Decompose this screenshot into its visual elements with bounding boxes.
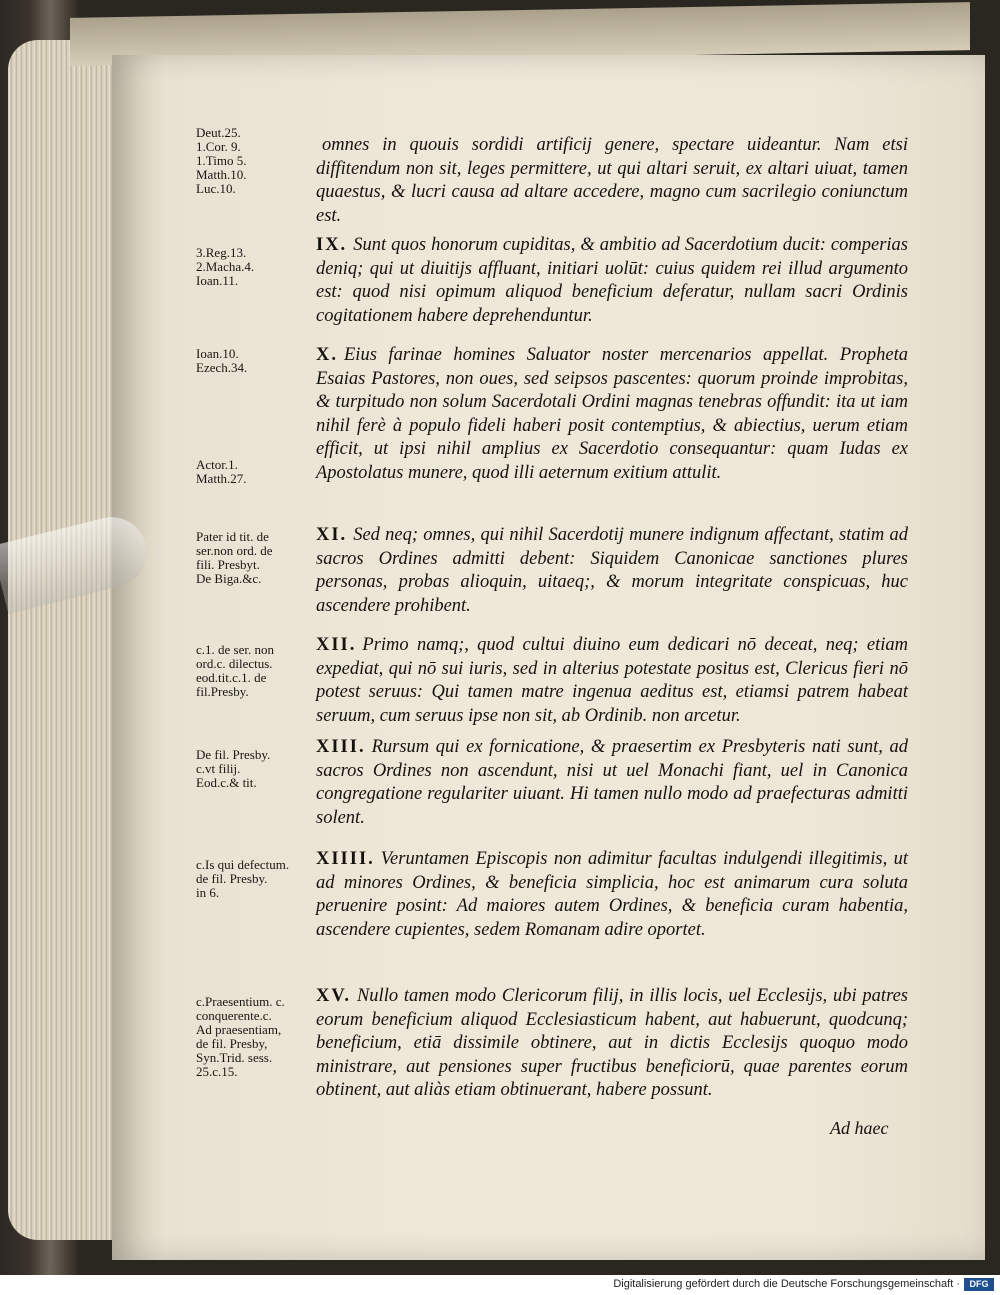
paragraph-text: Eius farinae homines Saluator noster mercenarios appellat. Propheta Esaias Pastores, non oues, sed seipsos pascentes: quorum proinde improbitas, & turpitudo non solum Sacerdotali Ordini magnas tenebras offundit: ita ut iam nihil ferè à populo fideli haberi posit contemptius, & abiectius, uerum etiam efficit, ut ipsi nihil amplius ex Sacerdotio consequantur: quam Iudas ex Apostolatus munere, quod illi aeternum exitium attulit. xyxy=(316,345,908,483)
paragraph xyxy=(316,634,908,728)
footer-bar xyxy=(0,1275,1000,1295)
section-number: XIII. xyxy=(316,737,366,757)
margin-note: Deut.25. 1.Cor. 9. 1.Timo 5. Matth.10. Luc.10. xyxy=(196,125,247,196)
section-number: XI. xyxy=(316,525,348,545)
paragraph-text: omnes in quouis sordidi artificij genere, spectare uideantur. Nam etsi diffitendum non sit, leges permittere, ut qui altari seruit, ex altari uiuat, tamen quaestus, & lucri causa ad altare accedere, magno cum sacrilegio coniunctum est. xyxy=(316,135,908,226)
paragraph xyxy=(316,848,908,942)
section-number: IX. xyxy=(316,235,348,255)
footer-credit: Digitalisierung gefördert durch die Deutsche Forschungsgemeinschaft · xyxy=(613,1278,960,1290)
margin-note: c.1. de ser. non ord.c. dilectus. eod.tit.c.1. de fil.Presby. xyxy=(196,642,274,699)
paragraph-text: Primo namq;, quod cultui diuino eum dedicari nō deceat, neq; etiam expediat, qui nō sui iuris, sed in alterius potestate positus est, Clericus fieri nō potest seruus: Qui tamen matre ingenua aeditus est, etiamsi patrem habeat seruum, cum seruus ipse non sit, ab Ordinib. non arcetur. xyxy=(316,635,908,726)
paragraph xyxy=(316,234,908,328)
margin-note: Actor.1. Matth.27. xyxy=(196,457,247,486)
paragraph-text: Nullo tamen modo Clericorum filij, in illis locis, uel Ecclesijs, ubi patres eorum beneficium aliquod Ecclesiasticum habent, aut habuerunt, quodcunq; beneficium, etiā dissimile obtinere, aut in dictis Ecclesijs quoquo modo ministrare, aut pensiones super fructibus beneficiorū, quae parentes eorum obtinent, aut aliàs etiam obtinuerant, habere possunt. xyxy=(316,986,908,1100)
margin-note: c.Is qui defectum. de fil. Presby. in 6. xyxy=(196,857,290,900)
section-number: X. xyxy=(316,345,338,365)
paragraph-text: Sed neq; omnes, qui nihil Sacerdotij munere indignum affectant, statim ad sacros Ordines admitti debent: Siquidem Canonicae sanctiones plures personas, probas alioquin, uitaeq;, & morum integritate conspicuas, huc ascendere prohibent. xyxy=(316,525,908,616)
paragraph xyxy=(316,736,908,830)
paragraph-text: Rursum qui ex fornicatione, & praesertim ex Presbyteris nati sunt, ad sacros Ordines non ascendunt, nisi ut uel Monachi fiant, uel in Canonica congregatione regulariter uiuant. Hi tamen nullo modo ad praefecturas admitti solent. xyxy=(316,737,908,828)
section-number: XII. xyxy=(316,635,357,655)
margin-note: De fil. Presby. c.vt filij. Eod.c.& tit. xyxy=(196,747,271,790)
margin-note: Pater id tit. de ser.non ord. de fili. Presbyt. De Biga.&c. xyxy=(196,529,273,586)
section-number: XIIII. xyxy=(316,849,375,869)
paragraph xyxy=(316,344,908,485)
catchword: Ad haec xyxy=(830,1118,889,1138)
book-fore-edge xyxy=(8,40,128,1240)
paragraph xyxy=(316,985,908,1103)
dfg-logo-icon: DFG xyxy=(964,1278,994,1291)
paragraph xyxy=(316,134,908,228)
paragraph-text: Veruntamen Episcopis non adimitur facultas indulgendi illegitimis, ut ad minores Ordines, & beneficia simplicia, hoc est animarum cura soluta peruenire posint: Ad maiores autem Ordines, & beneficia curam habentia, ascendere cupientes, sedem Romanam adire oportet. xyxy=(316,849,908,940)
section-number: XV. xyxy=(316,986,351,1006)
margin-note: c.Praesentium. c. conquerente.c. Ad praesentiam, de fil. Presby, Syn.Trid. sess. 25.c.15. xyxy=(196,994,285,1079)
margin-note: Ioan.10. Ezech.34. xyxy=(196,346,248,375)
paragraph-text: Sunt quos honorum cupiditas, & ambitio ad Sacerdotium ducit: comperias deniq; qui ut diuitijs affluant, initiari uolūt: cuius quidem rei illud argumento est: quod nisi opimum aliquod beneficium deferatur, nullam sacri Ordinis cogitationem habere deprehenduntur. xyxy=(316,235,908,326)
paragraph xyxy=(316,524,908,618)
margin-note: 3.Reg.13. 2.Macha.4. Ioan.11. xyxy=(196,245,255,288)
